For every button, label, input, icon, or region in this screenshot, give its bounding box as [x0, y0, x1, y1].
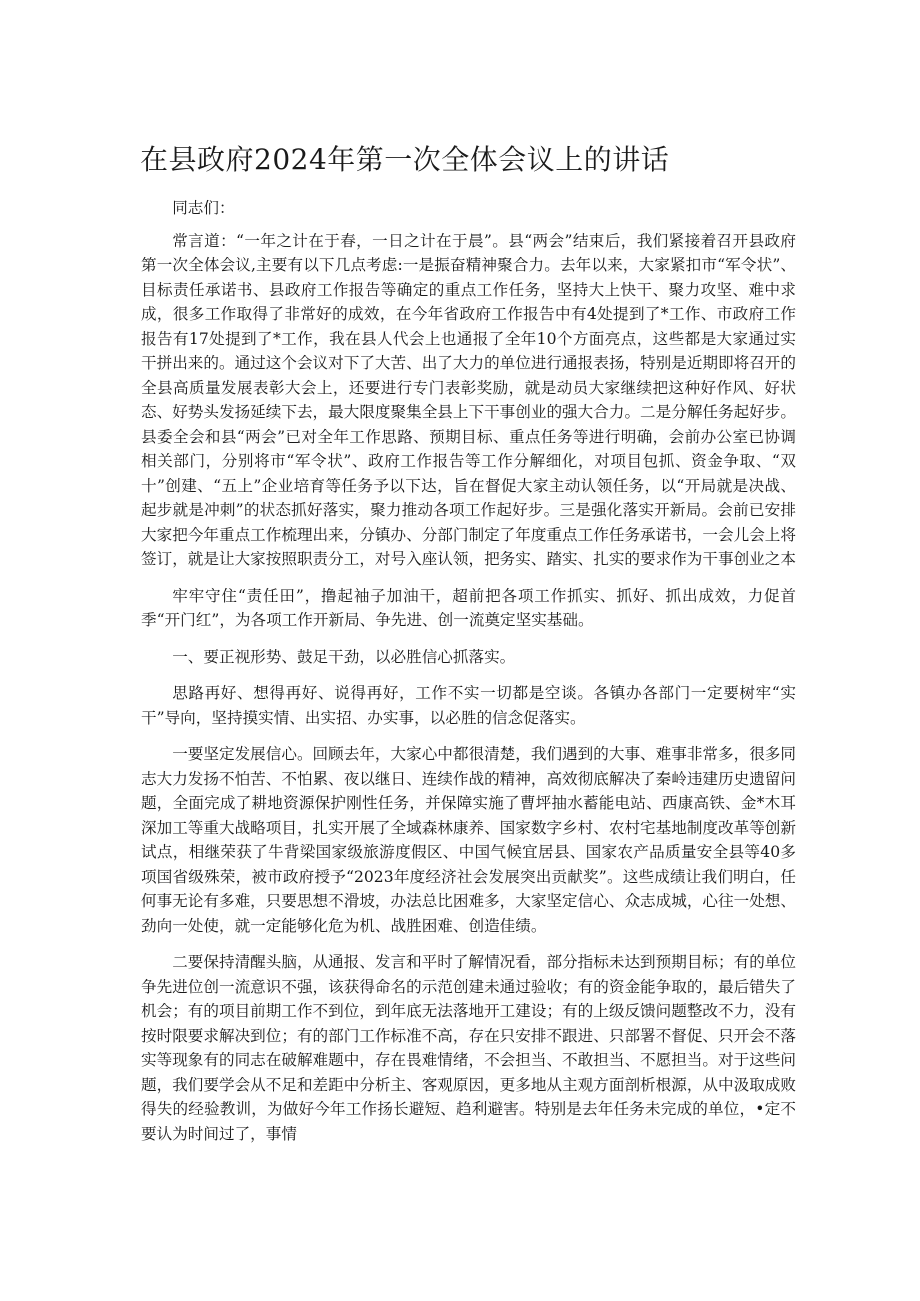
paragraph-3: 思路再好、想得再好、说得再好，工作不实一切都是空谈。各镇办各部门一定要树牢“实干”导向，坚持摸实情、出实招、办实事，以必胜的信念促落实。 — [141, 684, 796, 727]
paragraph-2: 牢牢守住“责任田”，撸起袖子加油干，超前把各项工作抓实、抓好、抓出成效，力促首季“开门红”，为各项工作开新局、争先进、创一流奠定坚实基础。 — [141, 586, 796, 629]
document-body — [141, 196, 796, 1158]
section-heading-1: 一、要正视形势、鼓足干劲，以必胜信心抓落实。 — [172, 647, 516, 666]
document-title: 在县政府2024年第一次全体会议上的讲话 — [140, 143, 670, 176]
paragraph-4: 一要坚定发展信心。回顾去年，大家心中都很清楚，我们遇到的大事、难事非常多，很多同志大力发扬不怕苦、不怕累、夜以继日、连续作战的精神，高效彻底解决了秦岭违建历史遗留问题，全面完成了耕地资源保护刚性任务，并保障实施了曹坪抽水蓄能电站、西康高铁、金*木耳深加工等重大战略项目，扎实开展了全域森林康养、国家数字乡村、农村宅基地制度改革等创新试点，相继荣获了牛背梁国家级旅游度假区、中国气候宜居县、国家农产品质量安全县等40多项国省级殊荣，被市政府授予“2023年度经济社会发展突出贡献奖”。这些成绩让我们明白，任何事无论有多难，只要思想不滑坡，办法总比困难多，大家坚定信心、众志成城，心往一处想、劲向一处使，就一定能够化危为机、战胜困难、创造佳绩。 — [141, 745, 796, 935]
paragraph-1: 常言道：“一年之计在于春，一日之计在于晨”。县“两会”结束后，我们紧接着召开县政府第一次全体会议,主要有以下几点考虑:一是振奋精神聚合力。去年以来，大家紧扣市“军令状”、目标责任承诺书、县政府工作报告等确定的重点工作任务，坚持大上快干、聚力攻坚、难中求成，很多工作取得了非常好的成效，在今年省政府工作报告中有4处提到了*工作、市政府工作报告有17处提到了*工作，我在县人代会上也通报了全年10个方面亮点，这些都是大家通过实干拼出来的。通过这个会议对下了大苦、出了大力的单位进行通报表扬，特别是近期即将召开的全县高质量发展表彰大会上，还要进行专门表彰奖励，就是动员大家继续把这种好作风、好状态、好势头发扬延续下去，最大限度聚集全县上下干事创业的强大合力。二是分解任务起好步。县委全会和县“两会”已对全年工作思路、预期目标、重点任务等进行明确，会前办公室已协调相关部门，分别将市“军令状”、政府工作报告等工作分解细化，对项目包抓、资金争取、“双十”创建、“五上”企业培育等任务予以下达，旨在督促大家主动认领任务，以“开局就是决战、起步就是冲刺”的状态抓好落实，聚力推动各项工作起好步。三是强化落实开新局。会前已安排大家把今年重点工作梳理出来，分镇办、分部门制定了年度重点工作任务承诺书，一会儿会上将签订，就是让大家按照职责分工，对号入座认领，把务实、踏实、扎实的要求作为干事创业之本 — [141, 231, 796, 568]
paragraph-5: 二要保持清醒头脑，从通报、发言和平时了解情况看，部分指标未达到预期目标；有的单位争先进位创一流意识不强，该获得命名的示范创建未通过验收；有的资金能争取的，最后错失了机会；有的项目前期工作不到位，到年底无法落地开工建设；有的上级反馈问题整改不力，没有按时限要求解决到位；有的部门工作标准不高，存在只安排不跟进、只部署不督促、只开会不落实等现象有的同志在破解难题中，存在畏难情绪，不会担当、不敢担当、不愿担当。对于这些问题，我们要学会从不足和差距中分析主、客观原因，更多地从主观方面剖析根源，从中汲取成败得失的经验教训，为做好今年工作扬长避短、趋利避害。特别是去年任务未完成的单位，•定不要认为时间过了，事情 — [141, 953, 796, 1143]
salutation: 同志们： — [172, 199, 235, 217]
